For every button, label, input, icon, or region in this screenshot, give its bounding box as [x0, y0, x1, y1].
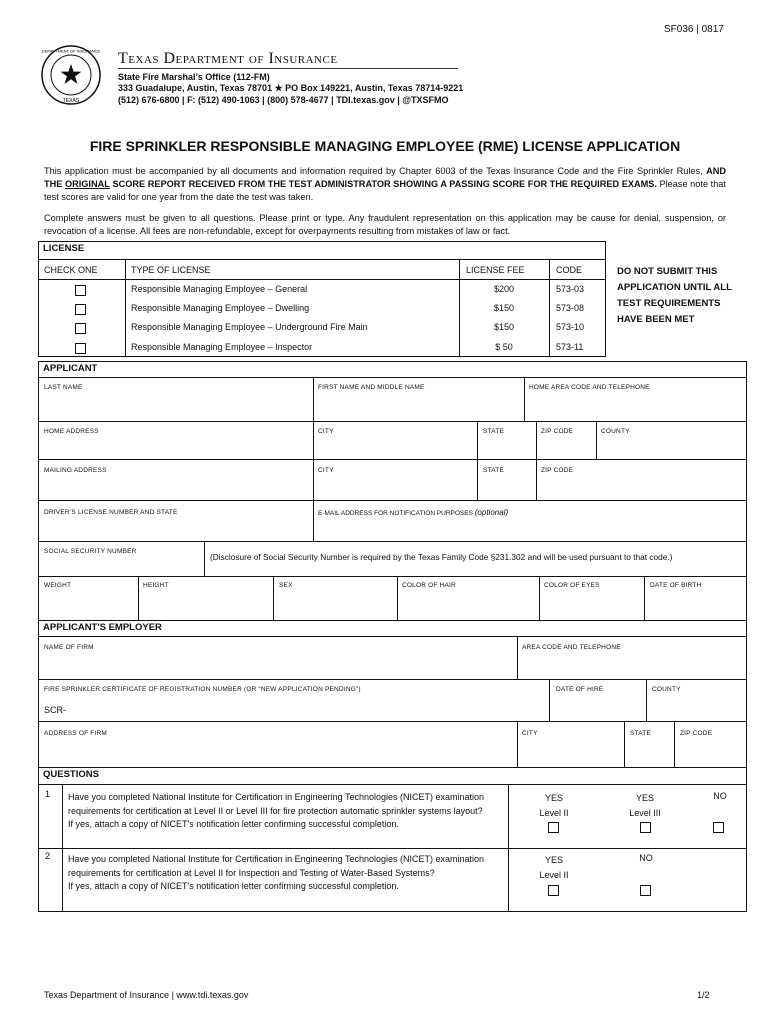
question-1-text: Have you completed National Institute for Certification in Engineering Technologies (NICET) examination requirements for certification at Level II or Level III for fire protection automatic sprinkler systems layout? If yes, attach a copy of NICET's notification letter confirming successful completion.: [68, 792, 485, 829]
scr-prefix: SCR-: [44, 705, 66, 715]
license-left-border: [38, 260, 39, 356]
certificate-number-field[interactable]: FIRE SPRINKLER CERTIFICATE OF REGISTRATION NUMBER (OR “NEW APPLICATION PENDING”): [44, 686, 361, 693]
questions-section-header: QUESTIONS: [38, 767, 747, 785]
license-type-dwelling: Responsible Managing Employee – Dwelling: [131, 303, 310, 313]
license-fee-dwelling: $150: [493, 303, 515, 313]
mailing-zip-field[interactable]: ZIP CODE: [541, 467, 574, 474]
firm-name-field[interactable]: NAME OF FIRM: [44, 644, 94, 651]
drivers-license-field[interactable]: DRIVER’S LICENSE NUMBER AND STATE: [44, 509, 178, 516]
date-of-birth-field[interactable]: DATE OF BIRTH: [650, 582, 702, 589]
applicant-col-divider: [138, 576, 139, 620]
applicant-col-divider: [313, 378, 314, 421]
email-field[interactable]: E-MAIL ADDRESS FOR NOTIFICATION PURPOSES (optional): [318, 508, 509, 517]
applicant-row-divider: [38, 459, 747, 460]
q1-yes-level3-checkbox[interactable]: [640, 822, 651, 833]
employer-row-divider: [38, 721, 747, 722]
eye-color-field[interactable]: COLOR OF EYES: [544, 582, 600, 589]
home-county-field[interactable]: COUNTY: [601, 428, 630, 435]
license-col-divider: [549, 260, 550, 356]
employer-col-divider: [674, 721, 675, 767]
applicant-row-divider: [38, 421, 747, 422]
applicant-col-divider: [313, 421, 314, 500]
date-of-hire-field[interactable]: DATE OF HIRE: [556, 686, 604, 693]
agency-name: Texas Department of Insurance: [118, 50, 338, 67]
q2-yes-level2-label: YES Level II: [539, 855, 569, 880]
weight-field[interactable]: WEIGHT: [44, 582, 72, 589]
employer-section-header: APPLICANT'S EMPLOYER: [38, 620, 747, 637]
questions-bottom-border: [38, 911, 747, 912]
seal-top-text: DEPARTMENT OF INSURANCE: [41, 48, 101, 54]
ssn-field[interactable]: SOCIAL SECURITY NUMBER: [44, 548, 137, 555]
form-code: SF036 | 0817: [664, 24, 724, 35]
home-address-field[interactable]: HOME ADDRESS: [44, 428, 99, 435]
intro-paragraph-2: Complete answers must be given to all questions. Please print or type. Any fraudulent representation on this application may be cause for denial, suspension, or revocation of a license. All fees are non-refundable, except for overpayments resulting from mistakes of law or fact.: [44, 213, 726, 236]
license-bottom-border: [38, 356, 606, 357]
applicant-section-header: APPLICANT: [38, 361, 747, 378]
license-section-header: LICENSE: [38, 241, 606, 260]
ssn-disclosure-note: (Disclosure of Social Security Number is required by the Texas Family Code §231.302 and will be used pursuant to that code.): [210, 552, 673, 562]
col-license-code: CODE: [556, 265, 583, 275]
employer-row-divider: [38, 679, 747, 680]
applicant-col-divider: [397, 576, 398, 620]
height-field[interactable]: HEIGHT: [143, 582, 169, 589]
employer-right-border: [746, 637, 747, 768]
applicant-col-divider: [477, 421, 478, 500]
license-type-underground: Responsible Managing Employee – Underground Fire Main: [131, 322, 368, 332]
q2-no-label: NO: [639, 853, 653, 863]
employer-col-divider: [517, 721, 518, 767]
q1-yes-level2-label: YES Level II: [539, 793, 569, 818]
tdi-seal-icon: [40, 44, 102, 106]
license-right-border: [605, 260, 606, 356]
page-title: FIRE SPRINKLER RESPONSIBLE MANAGING EMPLOYEE (RME) LICENSE APPLICATION: [89, 138, 681, 154]
applicant-col-divider: [313, 500, 314, 541]
q1-yes-level2-checkbox[interactable]: [548, 822, 559, 833]
license-code-general: 573-03: [556, 284, 585, 294]
applicant-row-divider: [38, 541, 747, 542]
q1-no-checkbox[interactable]: [713, 822, 724, 833]
employer-col-divider: [517, 637, 518, 679]
employer-left-border: [38, 637, 39, 768]
license-header-divider: [38, 279, 606, 280]
home-city-field[interactable]: CITY: [318, 428, 334, 435]
question-2-text: Have you completed National Institute for Certification in Engineering Technologies (NICET) examination requirements for certification at Level II for Inspection and Testing of Water-Based Systems? If yes, attach a copy of NICET's notification letter confirming successful completion.: [68, 854, 485, 891]
q2-no-checkbox[interactable]: [640, 885, 651, 896]
firm-state-field[interactable]: STATE: [630, 730, 651, 737]
employer-col-divider: [624, 721, 625, 767]
sex-field[interactable]: SEX: [279, 582, 293, 589]
applicant-col-divider: [644, 576, 645, 620]
license-code-underground: 573-10: [556, 322, 585, 332]
first-name-field[interactable]: FIRST NAME AND MIDDLE NAME: [318, 384, 425, 391]
employer-col-divider: [549, 679, 550, 721]
mailing-city-field[interactable]: CITY: [318, 467, 334, 474]
col-license-type: TYPE OF LICENSE: [131, 265, 211, 275]
license-checkbox-dwelling[interactable]: [75, 304, 86, 315]
office-contact: (512) 676-6800 | F: (512) 490-1063 | (800) 578-4677 | TDI.texas.gov | @TXSFMO: [118, 95, 449, 105]
license-checkbox-general[interactable]: [75, 285, 86, 296]
mailing-state-field[interactable]: STATE: [483, 467, 504, 474]
employer-col-divider: [646, 679, 647, 721]
questions-row-divider: [38, 848, 747, 849]
home-zip-field[interactable]: ZIP CODE: [541, 428, 574, 435]
applicant-col-divider: [539, 576, 540, 620]
page-number: 1/2: [697, 990, 710, 1000]
q2-yes-level2-checkbox[interactable]: [548, 885, 559, 896]
applicant-col-divider: [273, 576, 274, 620]
office-name: State Fire Marshal’s Office (112-FM): [118, 72, 270, 82]
col-check-one: CHECK ONE: [44, 265, 98, 275]
mailing-address-field[interactable]: MAILING ADDRESS: [44, 467, 107, 474]
applicant-row-divider: [38, 576, 747, 577]
applicant-col-divider: [596, 421, 597, 459]
firm-city-field[interactable]: CITY: [522, 730, 538, 737]
firm-county-field[interactable]: COUNTY: [652, 686, 681, 693]
applicant-col-divider: [204, 541, 205, 576]
home-phone-field[interactable]: HOME AREA CODE AND TELEPHONE: [529, 384, 650, 391]
firm-phone-field[interactable]: AREA CODE AND TELEPHONE: [522, 644, 621, 651]
submission-warning: DO NOT SUBMIT THIS APPLICATION UNTIL ALL TEST REQUIREMENTS HAVE BEEN MET: [617, 266, 732, 325]
last-name-field[interactable]: LAST NAME: [44, 384, 83, 391]
license-code-dwelling: 573-08: [556, 303, 585, 313]
license-checkbox-underground[interactable]: [75, 323, 86, 334]
license-type-general: Responsible Managing Employee – General: [131, 284, 308, 294]
office-address: 333 Guadalupe, Austin, Texas 78701 ★ PO Box 149221, Austin, Texas 78714-9221: [118, 83, 464, 93]
license-fee-general: $200: [493, 284, 515, 294]
intro-paragraph-1: This application must be accompanied by all documents and information required by Chapter 6003 of the Texas Insurance Code and the Fire Sprinkler Rules, AND THE ORIGINAL SCORE REPORT RECEIVED FROM THE TEST ADMINISTRATOR SHOWING A PASSING SCORE FOR THE REQUIRED EXAMS. Please note that test scores are valid for one year from the date the test was taken.: [44, 166, 726, 202]
license-checkbox-inspector[interactable]: [75, 343, 86, 354]
license-col-divider: [125, 260, 126, 356]
applicant-col-divider: [536, 421, 537, 500]
license-fee-inspector: $ 50: [495, 342, 513, 352]
license-fee-underground: $150: [493, 322, 515, 332]
q1-yes-level3-label: YES Level III: [629, 793, 661, 818]
firm-address-field[interactable]: ADDRESS OF FIRM: [44, 730, 107, 737]
footer-agency-link: Texas Department of Insurance | www.tdi.texas.gov: [44, 990, 249, 1000]
q1-no-label: NO: [713, 791, 727, 801]
agency-divider: [118, 68, 458, 69]
question-1-number: 1: [45, 789, 51, 799]
applicant-col-divider: [524, 378, 525, 421]
license-type-inspector: Responsible Managing Employee – Inspector: [131, 342, 313, 352]
home-state-field[interactable]: STATE: [483, 428, 504, 435]
question-2-number: 2: [45, 851, 51, 861]
license-code-inspector: 573-11: [556, 342, 584, 352]
hair-color-field[interactable]: COLOR OF HAIR: [402, 582, 456, 589]
col-license-fee: LICENSE FEE: [466, 265, 525, 275]
seal-bottom-text: TEXAS: [62, 98, 80, 104]
firm-zip-field[interactable]: ZIP CODE: [680, 730, 713, 737]
applicant-row-divider: [38, 500, 747, 501]
